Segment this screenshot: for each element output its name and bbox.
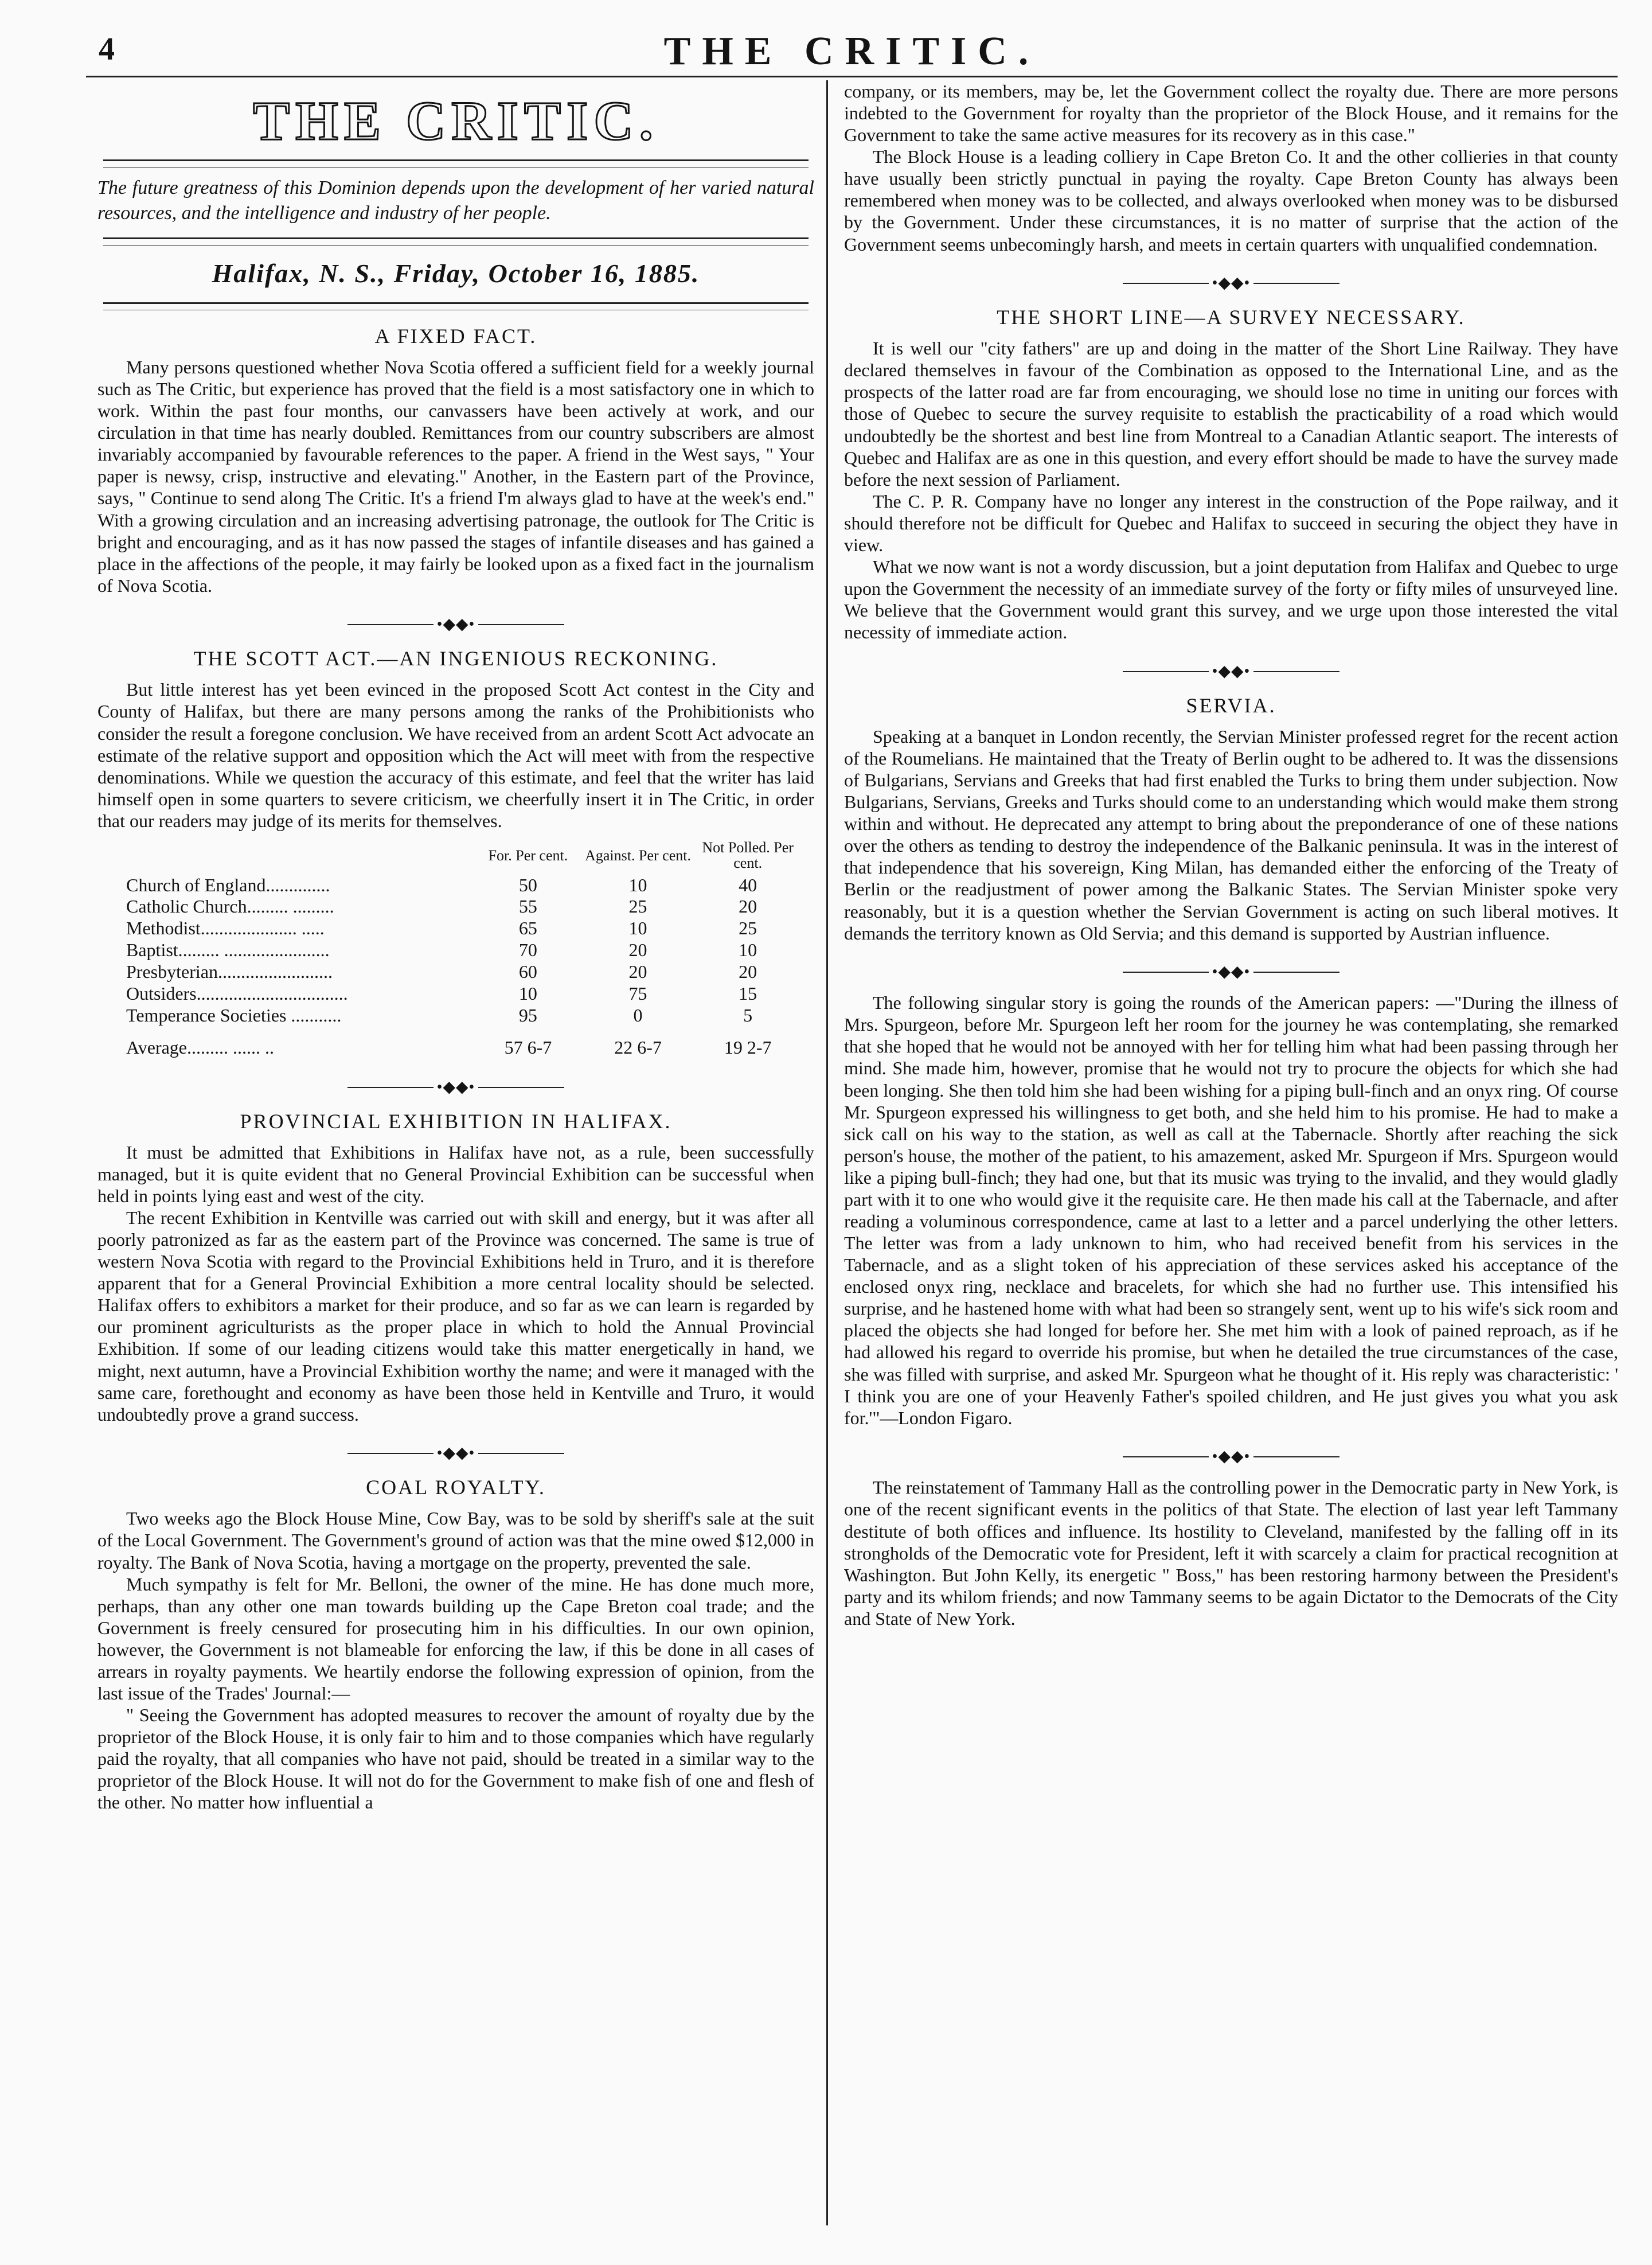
motto-rule [103, 237, 809, 245]
not-polled-value: 20 [739, 896, 757, 917]
denomination-label: Methodist..................... ..... [126, 918, 325, 939]
against-value: 75 [628, 983, 647, 1004]
for-value: 95 [518, 1004, 537, 1026]
against-value: 20 [628, 961, 647, 982]
for-value: 70 [518, 939, 537, 961]
table-row [126, 1005, 803, 1027]
against-value: 10 [628, 918, 647, 939]
denomination-label: Catholic Church......... ......... [126, 896, 334, 917]
article-heading-coal-royalty: COAL ROYALTY. [366, 1476, 546, 1499]
against-value: 20 [628, 939, 647, 961]
for-value: 60 [518, 961, 537, 982]
article-paragraph: Many persons questioned whether Nova Scotia offered a sufficient field for a weekly journal such as The Critic, but experience has proved that the field is a most satisfactory one in which to work. Within the past four months, our canvassers have been actively at work, and our circulation in that time has nearly doubled. Remittances from our country subscribers are almost invariably accompanied by favourable references to the paper. A friend in the West says, " Your paper is newsy, crisp, instructive and elevating." Another, in the Eastern part of the Province, says, " Continue to send along The Critic. It's a friend I'm always glad to have at the week's end." With a growing circulation and an increasing advertising patronage, the outlook for The Critic is bright and encouraging, and as it has now passed the stages of infantile diseases and has gained a place in the affections of the people, it may fairly be looked upon as a fixed fact in the journalism of Nova Scotia. [97, 356, 814, 596]
dateline: Halifax, N. S., Friday, October 16, 1885. [212, 258, 700, 288]
not-polled-value: 20 [739, 961, 757, 982]
article-heading-short-line: THE SHORT LINE—A SURVEY NECESSARY. [997, 306, 1466, 329]
table-row [126, 983, 803, 1005]
article-paragraph: But little interest has yet been evinced in the proposed Scott Act contest in the City and County of Halifax, but there are many persons among the ranks of the Prohibitionists who consider the result a foregone conclusion. We have received from an ardent Scott Act advocate an estimate of the relative support and opposition which the Act will meet with from the respective denominations. While we question the accuracy of this estimate, and feel that the writer has laid himself open in some quarters to severe criticism, we cheerfully insert it in The Critic, in order that our readers may judge of its merits for themselves. [97, 679, 814, 831]
table-header: For. Per cent. [488, 847, 568, 864]
against-value: 10 [628, 874, 647, 895]
article-paragraph: It is well our "city fathers" are up and doing in the matter of the Short Line Railway. They have declared themselves in favour of the Combination as opposed to the International Line, and as the prospects of the latter road are far from encouraging, we should lose no time in uniting our forces with those of Quebec to secure the survey requisite to establish the practicability of a road which would undoubtedly be the shortest and best line from Montreal to a Canadian Atlantic seaport. The interests of Quebec and Halifax are as one in this question, and every effort should be made to have the survey made before the next session of Parliament. [844, 338, 1618, 490]
masthead-motto: The future greatness of this Dominion depends upon the development of her varied natural resources, and the intelligence and industry of her people. [97, 177, 814, 224]
article-paragraph: The recent Exhibition in Kentville was carried out with skill and energy, but it was after all poorly patronized as far as the eastern part of the Province was concerned. The same is true of western Nova Scotia with regard to the Provincial Exhibitions held in Truro, and it is therefore apparent that for a General Provincial Exhibition a more central locality should be selected. Halifax offers to exhibitors a market for their produce, and so far as we can learn is regarded by our prominent agriculturists as the proper place in which to hold the Annual Provincial Exhibition. If some of our leading citizens would take this matter energetically in hand, we might, next autumn, have a Provincial Exhibition worthy the name; and were it managed with the same care, forethought and economy as have been those held in Kentville and Truro, it would undoubtedly prove a grand success. [97, 1207, 814, 1425]
section-ornament: •◆◆• [838, 275, 1624, 292]
article-paragraph: Two weeks ago the Block House Mine, Cow Bay, was to be sold by sheriff's sale at the suit of the Local Government. The Government's ground of action was that the mine owed $12,000 in royalty. The Bank of Nova Scotia, having a mortgage on the property, prevented the sale. [97, 1508, 814, 1573]
denomination-label: Baptist......... ....................... [126, 939, 330, 961]
for-value: 65 [518, 918, 537, 939]
against-value: 25 [628, 896, 647, 917]
left-column [92, 80, 820, 1813]
table-header-blank [126, 840, 473, 875]
right-column [838, 80, 1624, 1629]
against-value: 0 [633, 1004, 643, 1026]
for-value: 10 [518, 983, 537, 1004]
denomination-label: Presbyterian......................... [126, 961, 333, 982]
table-row [126, 918, 803, 939]
not-polled-value: 15 [739, 983, 757, 1004]
article-paragraph: It must be admitted that Exhibitions in Halifax have not, as a rule, been successfully managed, but it is quite evident that no General Provincial Exhibition can be successful when held in points lying east and west of the city. [97, 1141, 814, 1206]
article-paragraph: " Seeing the Government has adopted measures to recover the amount of royalty due by the proprietor of the Block House, it is only fair to him and to those companies which have regularly paid the royalty, that all companies who have not paid, should be treated in a similar way to the proprietor of the Block House. It will not do for the Government to make fish of one and flesh of the other. No matter how influential a [97, 1705, 814, 1813]
table-header: Not Polled. Per cent. [702, 839, 794, 872]
scott-act-table [126, 840, 803, 1059]
not-polled-value: 5 [743, 1004, 753, 1026]
article-paragraph: Speaking at a banquet in London recently, the Servian Minister professed regret for the recent action of the Roumelians. He maintained that the Treaty of Berlin ought to be adhered to. It was the dissensions of Bulgarians, Servians and Greeks that had first enabled the Turks to bring them under subjection. Now Bulgarians, Servians, Greeks and Turks should come to an understanding which would make them strong within and without. He deprecated any attempt to bring about the preponderance of one of these nations over the others as tending to destroy the independence of the Balkanic peninsula. It was in the interest of that independence that his sovereign, King Milan, has demanded either the enforcing of the Treaty of Berlin or the readjustment of power among the Balkanic States. The Servian Minister spoke very reasonably, but it is a question whether the Servian Government is acting on such liberal motives. It demands the territory known as Old Servia; and this demand is supported by Austrian influence. [844, 726, 1618, 944]
average-for: 57 6-7 [504, 1037, 552, 1058]
section-ornament: •◆◆• [838, 964, 1624, 981]
section-ornament: •◆◆• [92, 1078, 820, 1096]
denomination-label: Outsiders................................. [126, 983, 348, 1004]
article-paragraph: The Block House is a leading colliery in Cape Breton Co. It and the other collieries in that county have usually been strictly punctual in paying the royalty. Cape Breton County has always been remembered when money was to be collected, and always overlooked when money was to be disbursed by the Government. Under these circumstances, it is no matter of surprise that the action of the Government seems unbecomingly harsh, and meets in certain quarters with unqualified condemnation. [844, 146, 1618, 255]
table-average-row [126, 1026, 803, 1059]
not-polled-value: 40 [739, 874, 757, 895]
denomination-label: Temperance Societies ........... [126, 1004, 342, 1026]
article-heading-servia: SERVIA. [1186, 693, 1276, 717]
section-ornament: •◆◆• [838, 1448, 1624, 1465]
masthead-title: THE CRITIC. [253, 90, 659, 151]
table-header-row [126, 840, 803, 875]
table-row [126, 939, 803, 961]
for-value: 55 [518, 896, 537, 917]
article-heading-exhibition: PROVINCIAL EXHIBITION IN HALIFAX. [240, 1109, 672, 1133]
masthead-rule [103, 159, 809, 167]
header-rule [86, 76, 1618, 77]
journal-name: THE CRITIC. [663, 29, 1040, 73]
table-header: Against. Per cent. [585, 847, 691, 864]
article-paragraph: What we now want is not a wordy discussion, but a joint deputation from Halifax and Quebec to urge upon the Government the necessity of an immediate survey of the forty or fifty miles of unsurveyed line. We believe that the Government would grant this survey, and we urge upon those interested the vital necessity of immediate action. [844, 556, 1618, 643]
average-not-polled: 19 2-7 [724, 1037, 772, 1058]
table-row [126, 896, 803, 918]
average-against: 22 6-7 [614, 1037, 662, 1058]
table-row [126, 875, 803, 896]
article-paragraph: The reinstatement of Tammany Hall as the controlling power in the Democratic party in New York, is one of the recent significant events in the politics of that State. The election of last year left Tammany destitute of both offices and influence. Its hostility to Cleveland, manifested by the falling off in its strongholds of the Democratic vote for President, left it with scarcely a claim for practical recognition at Washington. But John Kelly, its energetic " Boss," has been restoring harmony between the President's party and its whilom friends; and now Tammany seems to be again Dictator to the Democrats of the City and State of New York. [844, 1477, 1618, 1629]
article-paragraph: The C. P. R. Company have no longer any interest in the construction of the Pope railway, and it should therefore not be difficult for Quebec and Halifax to succeed in securing the object they have in view. [844, 490, 1618, 555]
article-heading-scott-act: THE SCOTT ACT.—AN INGENIOUS RECKONING. [193, 647, 718, 670]
dateline-rule [103, 302, 809, 310]
article-paragraph: Much sympathy is felt for Mr. Belloni, the owner of the mine. He has done much more, perhaps, than any other one man towards building up the Cape Breton coal trade; and the Government is freely censured for prosecuting him in his difficulties. In our own opinion, however, the Government is not blameable for enforcing the law, if this be done in all cases of arrears in royalty payments. We heartily endorse the following expression of opinion, from the last issue of the Trades' Journal:— [97, 1573, 814, 1703]
for-value: 50 [518, 874, 537, 895]
article-paragraph: The following singular story is going the rounds of the American papers: —"During the illness of Mrs. Spurgeon, before Mr. Spurgeon left her room for the journey he was contemplating, she remarked that she hoped that he would not be annoyed with her for telling him what had been passing through her mind. She made him, however, promise that he would not try to procure the objects for which she had been longing. She then told him she had been wishing for a piping bull-finch and an onyx ring. Of course Mr. Spurgeon expressed his willingness to get both, and she held him to his promise. He had to make a sick call on his way to the station, as well as call at the Tabernacle. Shortly after reaching the sick person's house, the mother of the patient, to his amazement, asked Mr. Spurgeon if Mrs. Spurgeon would like a piping bull-finch; they had one, but that its music was trying to the invalid, and they would gladly part with it to one who would give it the requisite care. He then made his call at the Tabernacle, and after reading a voluminous correspondence, came at last to a letter and a parcel underlying the other letters. The letter was from a lady unknown to him, who had received benefit from his services in the Tabernacle, and as a slight token of his appreciation of these services asked his acceptance of the enclosed onyx ring, necklace and bracelets, for which she had no further use. This intensified his surprise, and he hastened home with what had been so strangely sent, went up to his wife's sick room and placed the objects she had longed for before her. She met him with a look of pained reproach, as if he had allowed his regard to override his promise, but when he detailed the true circumstances of the case, she was filled with surprise, and asked Mr. Spurgeon what he thought of it. His reply was characteristic: ' I think you are one of your Heavenly Father's spoiled children, and He just gives you what you ask for.'"—London Figaro. [844, 992, 1618, 1428]
table-row [126, 961, 803, 983]
average-label: Average......... ...... .. [126, 1037, 274, 1058]
section-ornament: •◆◆• [92, 616, 820, 633]
denomination-label: Church of England.............. [126, 874, 330, 895]
not-polled-value: 10 [739, 939, 757, 961]
page-number: 4 [99, 32, 115, 67]
running-head [86, 29, 1618, 75]
article-paragraph-continued: company, or its members, may be, let the Government collect the royalty due. There are more persons indebted to the Government for royalty than the proprietor of the Block House, and it remains for the Government to take the same active measures for its recovery as in this case." [844, 81, 1618, 146]
section-ornament: •◆◆• [838, 662, 1624, 680]
column-divider [826, 80, 828, 2225]
section-ornament: •◆◆• [92, 1445, 820, 1462]
not-polled-value: 25 [739, 918, 757, 939]
article-heading-fixed-fact: A FIXED FACT. [374, 324, 537, 348]
